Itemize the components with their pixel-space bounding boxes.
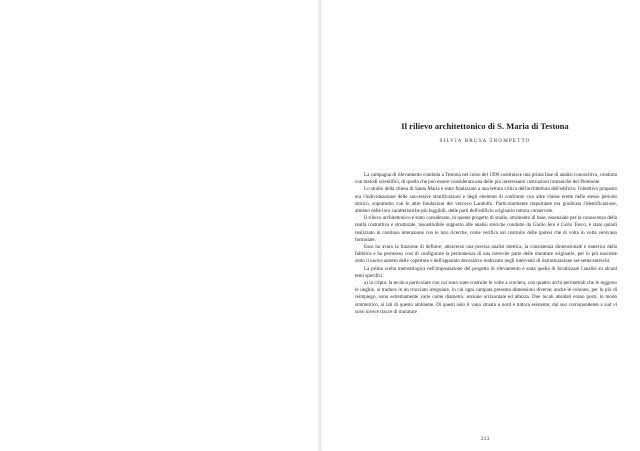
paragraph: Esso ha avuto la funzione di definire, attraverso una precisa analisi metrica, la consistenza dimensionale e materica della fabbrica e ha permesso così di configurare la permanenza di una notevole parte delle murature originarie, per lo più nascoste sotto il nuovo assetto delle coperture e dell'apparato decorativo realizzato negli interventi di ristrutturazione sei-settecenteschi. <box>355 244 617 265</box>
article-author: SILVIA BRUSA TROMPETTO <box>439 138 531 144</box>
left-page-blank <box>0 0 318 451</box>
page-number: 213 <box>480 436 490 442</box>
paragraph: Il rilievo architettonico è stato considerato, in questo progetto di studio, strumento di base, essenziale per la conoscenza della realtà costruttiva e strutturale, insostituibile supporto alle analisi storiche condotte da Giulio Ieni e Carlo Tosco; è stato quindi realizzato in continua interazione con le loro ricerche, come verifica sul costruito delle ipotesi che di volta in volta venivano formulate. <box>355 215 617 243</box>
article-body <box>355 172 617 316</box>
article-title: Il rilievo architettonico di S. Maria di Testona <box>401 121 569 131</box>
paragraph: La prima scelta metodologica nell'impostazione del progetto di rilevamento è stata quella di focalizzare l'analisi su alcuni temi specifici: <box>355 265 617 279</box>
paragraph: Lo studio della chiesa di Santa Maria è stato finalizzato a una lettura critica dell'architettura dell'edificio; l'obiettivo proposto era l'individuazione delle successive stratificazioni e degli elementi di confronto con altre chiese erette nello stesso periodo storico, soprattutto con le altre fondazioni del vescovo Landolfo. Particolarmente importante era giudicata l'identificazione, almeno nelle loro caratteristiche più leggibili, delle parti dell'edificio originario tuttora conservate. <box>355 186 617 215</box>
right-page <box>322 0 640 451</box>
paragraph: a) la cripta: la tecnica particolare con cui sono state costruite le volte a crociera, con quattro archi perimetrali che le reggono le unghie, si traduce in un tracciato irregolare, in cui ogni campata presenta dimensioni diverse; anche le colonne, per lo più di reimpiego, sono estremamente varie come diametro, sezione orizzontale ed altezza. Due locali absidati erano posti, in modo simmetrico, ai lati di questo ambiente. Di questi solo il vano situato a nord è tuttora esistente; dal suo corrispondente a sud vi sono invece tracce di murature <box>355 280 617 315</box>
paragraph: La campagna di rilevamento condotta a Testona nel corso del 1996 costituisce una prima fase di analisi conoscitiva, condotta con metodi scientifici, di quella che può essere considerata una delle più interessanti costruzioni romaniche del Piemonte. <box>355 172 617 186</box>
